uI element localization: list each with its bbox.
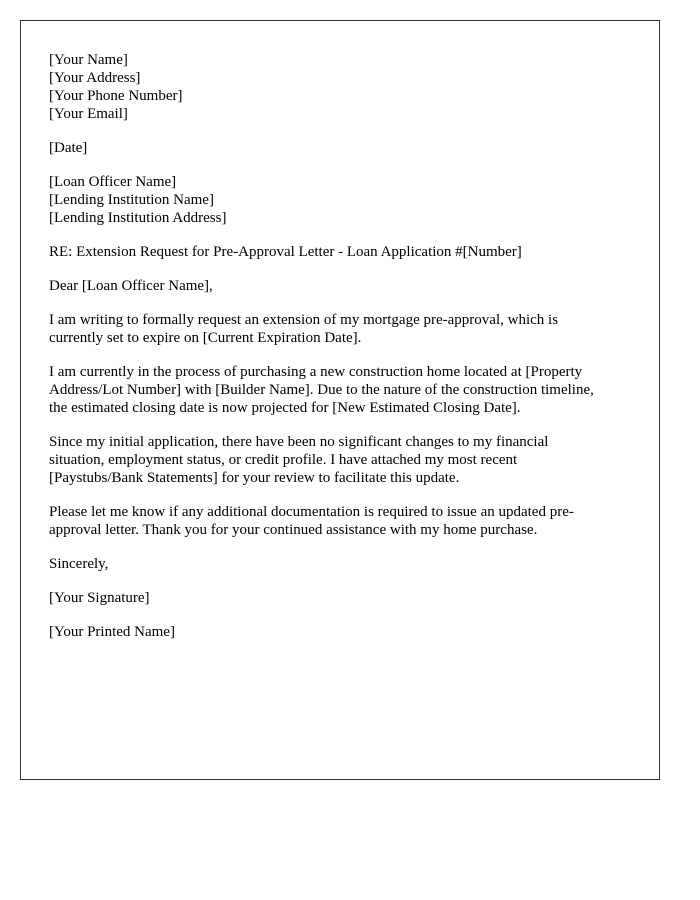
sender-name: [Your Name] [49,52,128,68]
recipient-institution-address: [Lending Institution Address] [49,210,227,226]
body-paragraph [49,363,639,417]
paragraph-line: Address/Lot Number] with [Builder Name]. Due to the nature of the construction timeline, [49,382,594,398]
paragraph-line: [Paystubs/Bank Statements] for your review to facilitate this update. [49,470,460,486]
sender-address: [Your Address] [49,70,141,86]
signature: [Your Signature] [49,590,150,606]
recipient-institution: [Lending Institution Name] [49,192,214,208]
sender-block [49,51,639,123]
subject-text: RE: Extension Request for Pre-Approval Letter - Loan Application #[Number] [49,244,522,260]
letter-page [20,20,660,780]
recipient-block [49,173,639,227]
paragraph-line: I am writing to formally request an extension of my mortgage pre-approval, which is [49,312,559,328]
recipient-officer: [Loan Officer Name] [49,174,177,190]
paragraph-line: Since my initial application, there have been no significant changes to my financial [49,434,549,450]
letter-content [49,51,639,657]
paragraph-line: Please let me know if any additional documentation is required to issue an updated pre- [49,504,574,520]
paragraph-line: situation, employment status, or credit profile. I have attached my most recent [49,452,518,468]
printed-name-block [49,623,639,641]
paragraph-line: currently set to expire on [Current Expiration Date]. [49,330,362,346]
body-paragraph [49,503,639,539]
paragraph-line: I am currently in the process of purchasing a new construction home located at [Property [49,364,583,380]
closing-block [49,555,639,573]
closing: Sincerely, [49,556,109,572]
subject-line [49,243,639,261]
letter-date: [Date] [49,140,88,156]
body-paragraph [49,433,639,487]
paragraph-line: the estimated closing date is now projected for [New Estimated Closing Date]. [49,400,521,416]
salutation-block [49,277,639,295]
sender-email: [Your Email] [49,106,128,122]
sender-phone: [Your Phone Number] [49,88,183,104]
date-block [49,139,639,157]
salutation: Dear [Loan Officer Name], [49,278,213,294]
paragraph-line: approval letter. Thank you for your continued assistance with my home purchase. [49,522,538,538]
printed-name: [Your Printed Name] [49,624,175,640]
signature-block [49,589,639,607]
body-paragraph [49,311,639,347]
